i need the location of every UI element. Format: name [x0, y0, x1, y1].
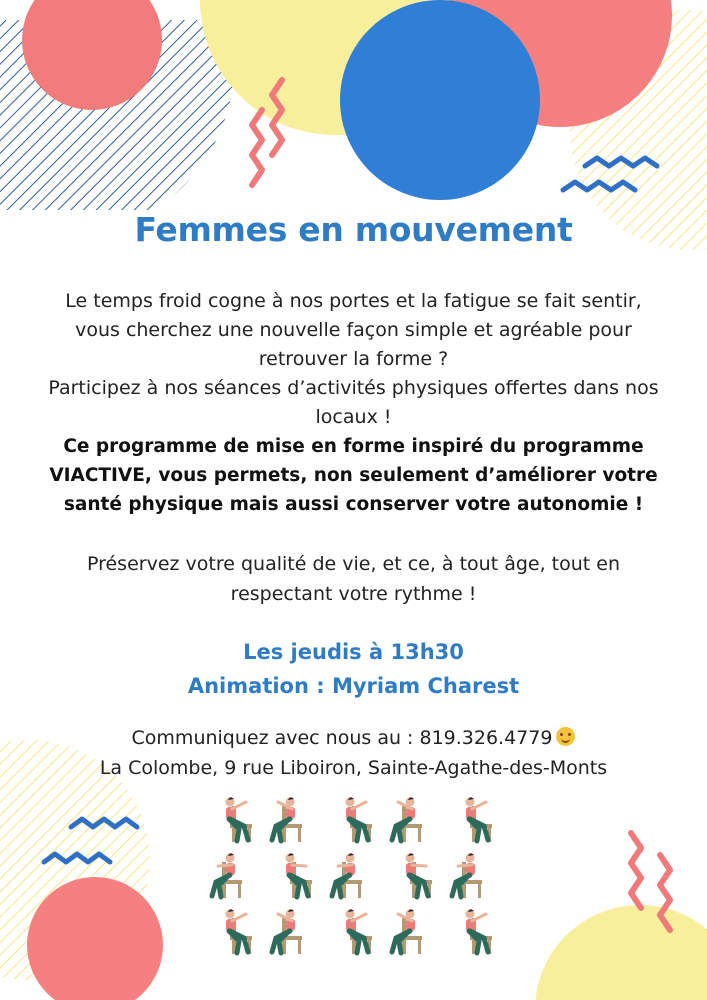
exercise-figure-icon [286, 853, 313, 898]
program-line-1: Ce programme de mise en forme inspiré du programme [63, 436, 644, 457]
zigzag-bottom-1 [631, 833, 641, 908]
exercise-figure-icon [272, 909, 302, 954]
address-text: La Colombe, 9 rue Liboiron, Sainte-Agathe-des-Monts [99, 757, 608, 779]
exercise-figure-icon [226, 797, 253, 842]
quality-line-1: Préservez votre qualité de vie, et ce, à tout âge, tout en [86, 553, 621, 575]
yellow-circle-bottom-right [535, 905, 707, 1000]
exercise-figure-icon [406, 853, 433, 898]
intro-line-3: retrouver la forme ? [258, 348, 449, 370]
intro-line-4: Participez à nos séances d’activités physiques offertes dans nos [48, 377, 659, 399]
exercise-figure-icon [452, 853, 482, 898]
exercise-figure-icon [272, 797, 302, 842]
program-line-2: VIACTIVE, vous permets, non seulement d’améliorer votre [49, 465, 658, 486]
exercise-figure-icon [392, 909, 422, 954]
zigzag-top-1 [252, 110, 262, 185]
animation-text: Animation : Myriam Charest [187, 674, 520, 698]
exercise-figure-icon [332, 853, 362, 898]
exercise-figure-icon [466, 797, 493, 842]
exercise-figure-icon [212, 853, 242, 898]
intro-line-1: Le temps froid cogne à nos portes et la fatigue se fait sentir, [65, 290, 642, 312]
blue-circle-top [340, 0, 540, 200]
exercise-figure-icon [392, 797, 422, 842]
contact-line [0, 727, 707, 749]
smiling-face-emoji-icon [556, 727, 575, 746]
poster-title: Femmes en mouvement [134, 210, 573, 249]
exercise-figure-icon [226, 909, 253, 954]
chair-exercise-illustration [200, 790, 510, 960]
schedule-text: Les jeudis à 13h30 [243, 640, 464, 664]
quality-line-2: respectant votre rythme ! [230, 583, 477, 605]
exercise-figure-icon [466, 909, 493, 954]
intro-line-2: vous cherchez une nouvelle façon simple et agréable pour [75, 319, 632, 341]
intro-line-5: locaux ! [315, 406, 392, 428]
exercise-figure-icon [346, 797, 373, 842]
exercise-figure-icon [346, 909, 373, 954]
contact-text: Communiquez avec nous au : 819.326.4779 [131, 727, 553, 749]
program-line-3: santé physique mais aussi conserver votre autonomie ! [63, 494, 644, 515]
